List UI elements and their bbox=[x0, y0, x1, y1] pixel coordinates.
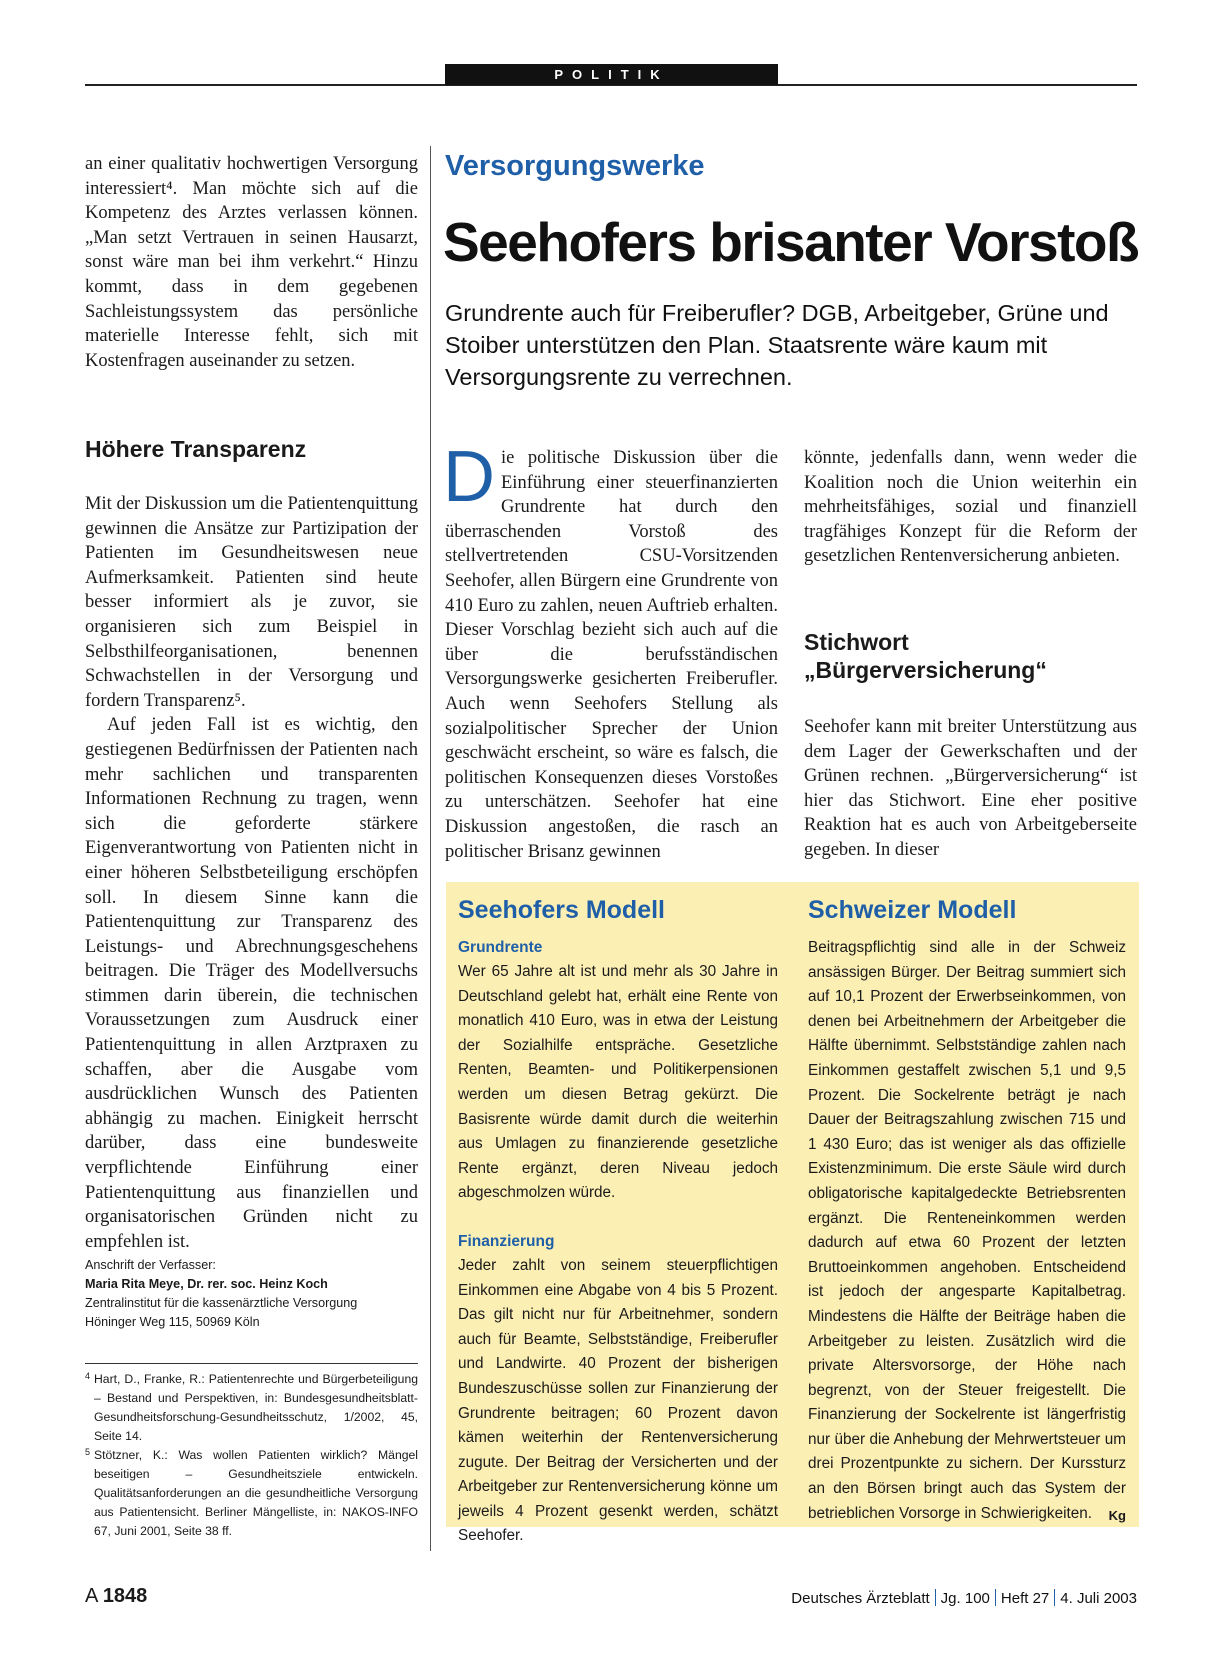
article-headline: Seehofers brisanter Vorstoß bbox=[443, 211, 1139, 273]
footnote-4 bbox=[85, 1370, 418, 1446]
box-title-seehofer: Seehofers Modell bbox=[458, 896, 665, 924]
footnote-5 bbox=[85, 1446, 418, 1541]
author-block bbox=[85, 1256, 418, 1332]
journal-issue: Heft 27 bbox=[1000, 1590, 1050, 1607]
drop-cap: D bbox=[443, 437, 495, 517]
author-address: Höninger Weg 115, 50969 Köln bbox=[85, 1315, 260, 1329]
author-signature: Kg bbox=[1108, 1507, 1126, 1523]
article-lead: Grundrente auch für Freiberufler? DGB, Arbeitgeber, Grüne und Stoiber unterstützen den Plan. Staatsrente wäre kaum mit Versorgungsrente zu verrechnen. bbox=[445, 300, 1109, 390]
footnote-rule bbox=[85, 1363, 418, 1364]
subheading-line-2: „Bürgerversicherung“ bbox=[804, 657, 1047, 683]
subheading-buergerversicherung bbox=[804, 628, 1137, 684]
page-number bbox=[85, 1585, 147, 1608]
info-box-right bbox=[808, 890, 1126, 1528]
left-top-paragraph: an einer qualitativ hochwertigen Versorgung interessiert⁴. Man möchte sich auf die Kompetenz des Arztes verlassen können. „Man setzt Vertrauen in seinen Hausarzt, sonst wäre man bei ihm verkehrt.“ Hinzu kommt, dass in dem gegebenen Sachleistungssystem das persönliche materielle Interesse fehlt, sich mit Kostenfragen auseinander zu setzen. bbox=[85, 154, 418, 371]
page-number-value: 1848 bbox=[102, 1585, 148, 1607]
info-box bbox=[446, 882, 1139, 1545]
left-paragraph-1: Mit der Diskussion um die Patientenquittung gewinnen die Ansätze zur Partizipation der Patienten im Gesundheitswesen neue Aufmerksamkeit. Patienten sind heute besser informiert als je zuvor, sie organisieren sich zum Beispiel in Selbsthilfeorganisationen, benennen Schwachstellen in der Versorgung und fordern Transparenz⁵. bbox=[85, 494, 418, 711]
separator bbox=[935, 1589, 936, 1606]
separator bbox=[1054, 1589, 1055, 1606]
article-kicker: Versorgungswerke bbox=[445, 150, 705, 182]
journal-info bbox=[791, 1589, 1137, 1607]
box-text-grundrente: Wer 65 Jahre alt ist und mehr als 30 Jahre in Deutschland gelebt hat, erhält eine Rente von monatlich 410 Euro, was in etwa der Leistung der Sozialhilfe entspräche. Gesetzliche Renten, Beamten- und Politikerpensionen werden um diesen Betrag gekürzt. Die Basisrente würde damit durch die weiterhin aus Umlagen zu finanzierende gesetzliche Rente ergänzt, deren Niveau jedoch abgeschmolzen würde. bbox=[458, 963, 778, 1202]
footnote-number: 5 bbox=[85, 1447, 91, 1457]
journal-name: Deutsches Ärzteblatt bbox=[791, 1590, 930, 1607]
box-text-finanzierung: Jeder zahlt von seinem steuerpflichtigen Einkommen eine Abgabe von 4 bis 5 Prozent. Das gilt nicht nur für Arbeitnehmer, sondern auch für Beamte, Selbstständige, Freiberufler und Landwirte. 40 Prozent der bisherigen Bundeszuschüsse sollen zur Finanzierung der Grundrente beitragen; 60 Prozent davon kämen weiterhin der Rentenversicherung zugute. Der Beitrag der Versicherten und der Arbeitgeber zur Rentenversicherung könne um jeweils 4 Prozent gesenkt werden, schätzt Seehofer. bbox=[458, 1256, 778, 1545]
journal-volume: Jg. 100 bbox=[940, 1590, 990, 1607]
article-column-2-body: Seehofer kann mit breiter Unterstützung aus dem Lager der Gewerkschaften und der Grünen rechnen. „Bürgerversicherung“ ist hier das Stichwort. Eine eher positive Reaktion hat es auch von Arbeitgeberseite gegeben. In dieser bbox=[804, 717, 1137, 860]
footnote-number: 4 bbox=[85, 1371, 91, 1381]
box-title-schweiz: Schweizer Modell bbox=[808, 896, 1017, 924]
box-subheading-finanzierung: Finanzierung bbox=[458, 1232, 555, 1250]
section-label: POLITIK bbox=[445, 64, 778, 85]
box-text-schweiz bbox=[808, 936, 1126, 1526]
author-institution: Zentralinstitut für die kassenärztliche Versorgung bbox=[85, 1296, 358, 1310]
article-column-1-text: ie politische Diskussion über die Einführung einer steuerfinanzierten Grundrente hat durch den überraschenden Vorstoß des stellvertretenden CSU-Vorsitzenden Seehofer, allen Bürgern eine Grundrente von 410 Euro zu zahlen, neuen Auftrieb erhalten. Dieser Vorschlag bezieht sich auch auf die über die berufsständischen Versorgungswerke gesicherten Freiberufler. Auch wenn Seehofers Stellung als sozialpolitischer Sprecher der Union geschwächt erscheint, so wäre es falsch, die politischen Konsequenzen dieses Vorstoßes zu unterschätzen. Seehofer hat eine Diskussion angestoßen, die rasch an politischer Brisanz gewinnen bbox=[445, 448, 778, 862]
page-prefix: A bbox=[85, 1585, 98, 1607]
author-label: Anschrift der Verfasser: bbox=[85, 1258, 216, 1272]
journal-date: 4. Juli 2003 bbox=[1060, 1590, 1137, 1607]
box-subheading-grundrente: Grundrente bbox=[458, 939, 543, 956]
footnotes bbox=[85, 1370, 418, 1541]
footnote-text: Hart, D., Franke, R.: Patientenrechte und Bürgerbeteiligung – Bestand und Perspektiven, in: Bundesgesundheitsblatt-Gesundheitsforschung-Gesundheitsschutz, 1/2002, 45, Seite 14. bbox=[94, 1372, 418, 1443]
footnote-text: Stötzner, K.: Was wollen Patienten wirklich? Mängel beseitigen – Gesundheitsziele entwickeln. Qualitätsanforderungen an die gesundheitliche Versorgung aus Patientensicht. Berliner Mängelliste, in: NAKOS-INFO 67, Juni 2001, Seite 38 ff. bbox=[94, 1448, 418, 1538]
subheading-transparency: Höhere Transparenz bbox=[85, 436, 307, 462]
box-text-schweiz-body: Beitragspflichtig sind alle in der Schweiz ansässigen Bürger. Der Beitrag summiert sich auf 10,1 Prozent der Erwerbseinkommen, von denen bei Arbeitnehmern der Arbeitgeber die Hälfte übernimmt. Selbstständige zahlen nach Einkommen gestaffelt zwischen 5,1 und 9,5 Prozent. Die Sockelrente beträgt je nach Dauer der Beitragszahlung zwischen 715 und 1 430 Euro; das ist weniger als das offizielle Existenzminimum. Die erste Säule wird durch obligatorische kapitalgedeckte Betriebsrenten ergänzt. Die Renteneinkommen werden dadurch auf etwa 60 Prozent der letzten Bruttoeinkommen angehoben. Entscheidend ist jedoch der angesparte Kapitalbetrag. Mindestens die Hälfte der Beiträge haben die Arbeitgeber zu leisten. Zusätzlich wird die private Altersvorsorge, der Höhe nach begrenzt, von der Steuer freigestellt. Die Finanzierung der Sockelrente ist längerfristig nur über die Anhebung der Mehrwertsteuer um drei Prozentpunkte zu sichern. Der Kurssturz an den Börsen bringt auch das System der betrieblichen Vorsorge in Schwierigkeiten. bbox=[808, 939, 1126, 1522]
author-names: Maria Rita Meye, Dr. rer. soc. Heinz Koch bbox=[85, 1277, 328, 1291]
left-body bbox=[85, 492, 418, 1254]
left-paragraph-2: Auf jeden Fall ist es wichtig, den gestiegenen Bedürfnissen der Patienten nach mehr sachlichen und transparenten Informationen Rechnung zu tragen, wenn sich die geforderte stärkere Eigenverantwortung von Patienten nicht in einer höheren Selbstbeteiligung erschöpfen soll. In diesem Sinne kann die Patientenquittung zur Transparenz des Leistungs- und Abrechnungsgeschehens beitragen. Die Träger des Modellversuchs stimmen darin überein, die technischen Voraussetzungen zum Ausdruck einer Patientenquittung in allen Arztpraxen zu schaffen, aber die Ausgabe vom ausdrücklichen Wunsch des Patienten abhängig zu machen. Einigkeit herrscht darüber, dass eine bundesweite verpflichtende Einführung einer Patientenquittung aus finanziellen und organisatorischen Gründen nicht zu empfehlen ist. bbox=[85, 715, 418, 1252]
subheading-line-1: Stichwort bbox=[804, 629, 909, 655]
separator bbox=[995, 1589, 996, 1606]
article-column-1 bbox=[443, 437, 778, 864]
column-divider bbox=[430, 146, 431, 1551]
info-box-left bbox=[458, 890, 778, 1549]
article-column-2-top: könnte, jedenfalls dann, wenn weder die Koalition noch die Union weiterhin ein mehrheitsfähiges, sozial und finanziell tragfähiges Konzept für die Reform der gesetzlichen Rentenversicherung anbieten. bbox=[804, 448, 1137, 567]
